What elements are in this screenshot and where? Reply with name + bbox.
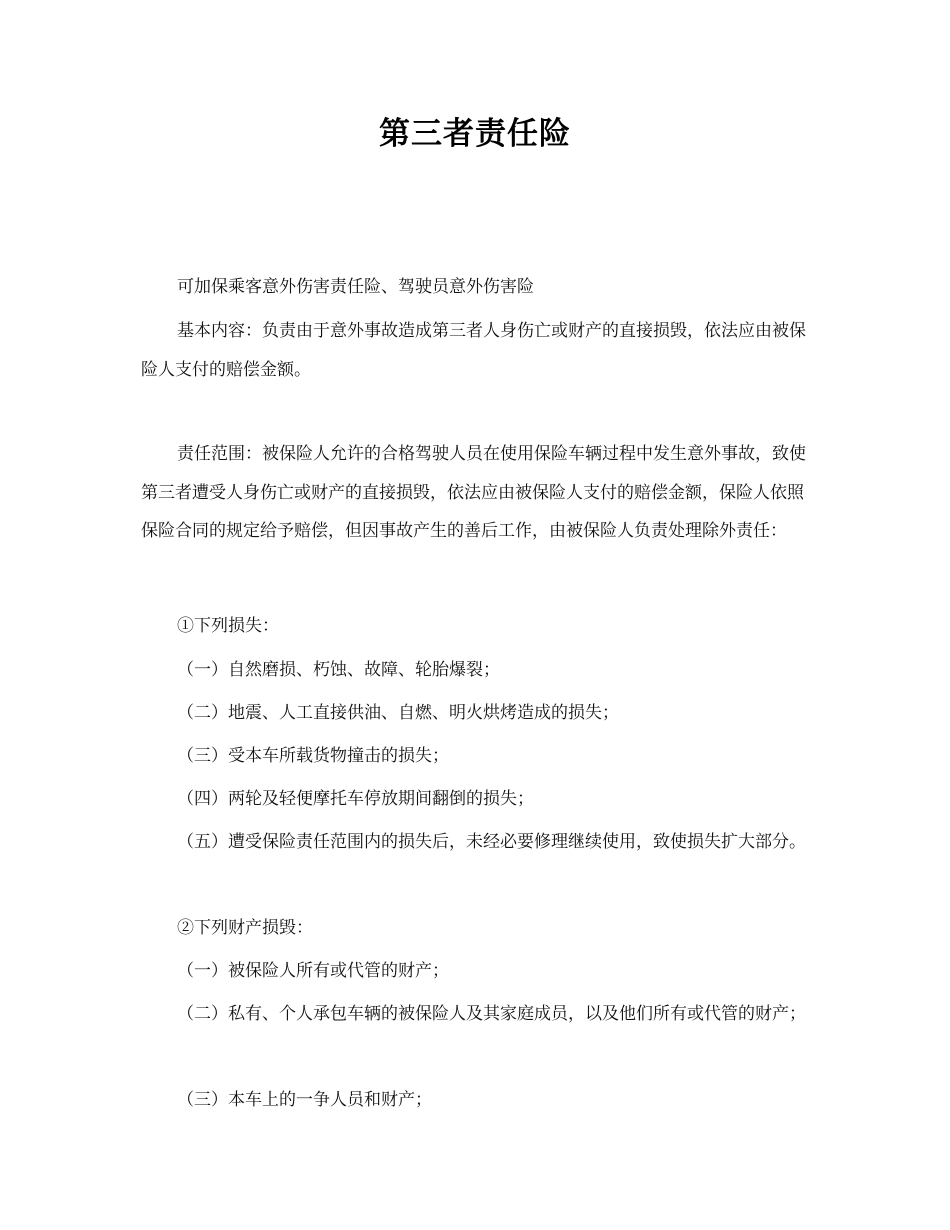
- paragraph-loss-item-1: （一）自然磨损、朽蚀、故障、轮胎爆裂；: [177, 660, 500, 680]
- document-title: 第三者责任险: [379, 116, 571, 152]
- paragraph-loss-item-3: （三）受本车所载货物撞击的损失；: [177, 746, 449, 766]
- paragraph-optional-coverage: 可加保乘客意外伤害责任险、驾驶员意外伤害险: [177, 277, 534, 297]
- paragraph-loss-item-2: （二）地震、人工直接供油、自燃、明火烘烤造成的损失；: [177, 703, 619, 723]
- paragraph-loss-item-4: （四）两轮及轻便摩托车停放期间翻倒的损失；: [177, 789, 534, 809]
- paragraph-losses-heading: ①下列损失：: [177, 616, 279, 636]
- paragraph-liability-scope: 责任范围：被保险人允许的合格驾驶人员在使用保险车辆过程中发生意外事故，致使第三者遭受人身伤亡或财产的直接损毁，依法应由被保险人支付的赔偿金额，保险人依照保险合同的规定给予赔偿，但因事故产生的善后工作，由被保险人负责处理除外责任：: [141, 444, 806, 541]
- paragraph-property-item-2: （二）私有、个人承包车辆的被保险人及其家庭成员，以及他们所有或代管的财产；: [177, 1004, 806, 1024]
- paragraph-property-item-1: （一）被保险人所有或代管的财产；: [177, 961, 449, 981]
- paragraph-property-heading: ②下列财产损毁：: [177, 918, 313, 938]
- paragraph-property-item-3: （三）本车上的一争人员和财产；: [177, 1090, 432, 1110]
- paragraph-loss-item-5: （五）遭受保险责任范围内的损失后，未经必要修理继续使用，致使损失扩大部分。: [177, 832, 806, 852]
- paragraph-basic-content: 基本内容：负责由于意外事故造成第三者人身伤亡或财产的直接损毁，依法应由被保险人支付的赔偿金额。: [141, 321, 806, 380]
